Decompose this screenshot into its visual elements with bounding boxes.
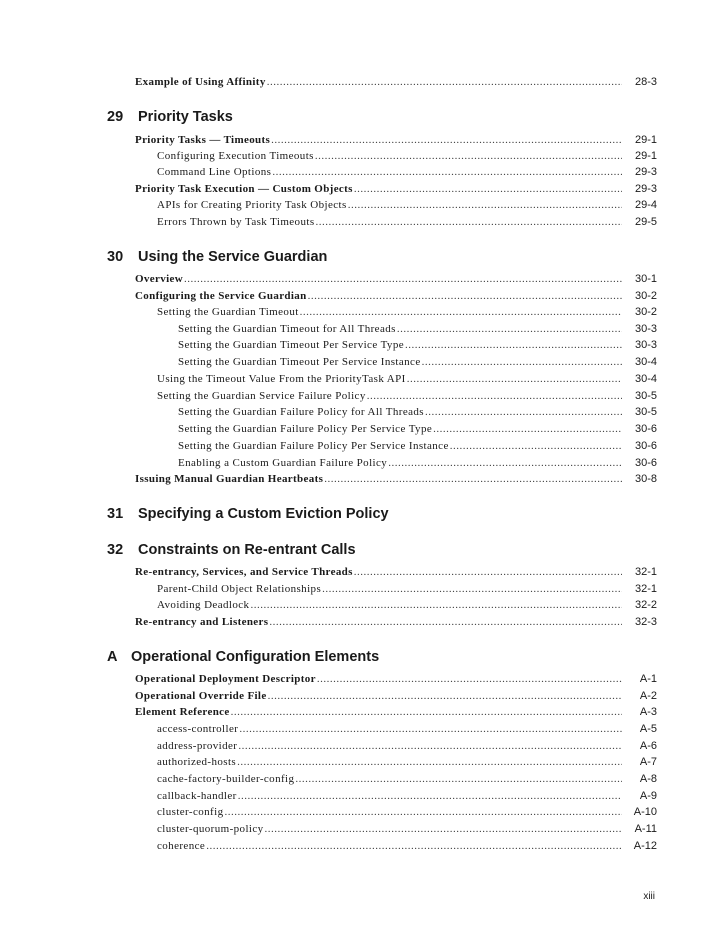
toc-page-number: 29-3 bbox=[634, 166, 657, 178]
dot-leader bbox=[405, 338, 622, 352]
toc-entry-l3[interactable] bbox=[178, 355, 622, 369]
toc-entry-title: Operational Deployment Descriptor bbox=[135, 673, 316, 685]
toc-entry-l2[interactable] bbox=[157, 722, 622, 736]
dot-leader bbox=[354, 565, 622, 579]
dot-leader bbox=[300, 305, 622, 319]
toc-entry-l1[interactable] bbox=[135, 615, 622, 629]
toc-page-number: 30-6 bbox=[634, 457, 657, 469]
toc-page-number: 30-4 bbox=[634, 373, 657, 385]
toc-entry-title: Element Reference bbox=[135, 706, 230, 718]
toc-entry-l2[interactable] bbox=[157, 389, 622, 403]
toc-page-number: A-9 bbox=[639, 790, 657, 802]
chapter-heading-32[interactable] bbox=[107, 541, 356, 559]
toc-entry-l1[interactable] bbox=[135, 472, 622, 486]
toc-page-number: 28-3 bbox=[634, 76, 657, 88]
toc-page-number: 32-1 bbox=[634, 566, 657, 578]
toc-entry-title: Overview bbox=[135, 273, 184, 285]
dot-leader bbox=[271, 133, 622, 147]
toc-entry-title: Avoiding Deadlock bbox=[157, 599, 250, 611]
dot-leader bbox=[295, 772, 622, 786]
toc-entry-l2[interactable] bbox=[157, 805, 622, 819]
dot-leader bbox=[397, 322, 622, 336]
toc-entry-title: Setting the Guardian Timeout for All Threads bbox=[178, 323, 396, 335]
toc-entry-l2[interactable] bbox=[157, 822, 622, 836]
toc-entry-l3[interactable] bbox=[178, 405, 622, 419]
toc-entry-title: Issuing Manual Guardian Heartbeats bbox=[135, 473, 324, 485]
toc-entry-l3[interactable] bbox=[178, 338, 622, 352]
toc-page-number: A-2 bbox=[639, 690, 657, 702]
toc-page-number: A-8 bbox=[639, 773, 657, 785]
toc-page-number: 29-3 bbox=[634, 183, 657, 195]
toc-page-number: 29-1 bbox=[634, 150, 657, 162]
dot-leader bbox=[206, 839, 622, 853]
toc-entry-title: Errors Thrown by Task Timeouts bbox=[157, 216, 315, 228]
chapter-heading-31[interactable] bbox=[107, 505, 389, 523]
toc-entry-title: APIs for Creating Priority Task Objects bbox=[157, 199, 347, 211]
toc-entry-title: Re-entrancy, Services, and Service Threads bbox=[135, 566, 353, 578]
chapter-number: 32 bbox=[107, 542, 124, 558]
dot-leader bbox=[224, 805, 622, 819]
toc-page-number: A-3 bbox=[639, 706, 657, 718]
chapter-number: A bbox=[107, 649, 118, 665]
dot-leader bbox=[407, 372, 622, 386]
toc-entry-l2[interactable] bbox=[157, 198, 622, 212]
toc-entry-title: access-controller bbox=[157, 723, 239, 735]
toc-page-number: 32-2 bbox=[634, 599, 657, 611]
toc-entry-title: Setting the Guardian Timeout bbox=[157, 306, 299, 318]
dot-leader bbox=[268, 689, 622, 703]
toc-entry-title: callback-handler bbox=[157, 790, 237, 802]
toc-entry-l1[interactable] bbox=[135, 289, 622, 303]
toc-entry-l3[interactable] bbox=[178, 322, 622, 336]
dot-leader bbox=[317, 672, 622, 686]
toc-page-number: 30-1 bbox=[634, 273, 657, 285]
toc-entry-l2[interactable] bbox=[157, 582, 622, 596]
toc-entry-title: Priority Task Execution — Custom Objects bbox=[135, 183, 353, 195]
toc-entry-l2[interactable] bbox=[157, 215, 622, 229]
toc-entry-title: cluster-quorum-policy bbox=[157, 823, 264, 835]
toc-page-number: 30-5 bbox=[634, 390, 657, 402]
toc-entry-l2[interactable] bbox=[157, 839, 622, 853]
toc-entry-l1[interactable] bbox=[135, 672, 622, 686]
toc-page-number: 30-2 bbox=[634, 290, 657, 302]
toc-entry-l1[interactable] bbox=[135, 75, 622, 89]
dot-leader bbox=[422, 355, 622, 369]
toc-page-number: 29-4 bbox=[634, 199, 657, 211]
toc-entry-title: Configuring Execution Timeouts bbox=[157, 150, 314, 162]
dot-leader bbox=[238, 789, 622, 803]
toc-page-number: 32-1 bbox=[634, 583, 657, 595]
toc-entry-l1[interactable] bbox=[135, 705, 622, 719]
dot-leader bbox=[308, 289, 622, 303]
toc-entry-l3[interactable] bbox=[178, 456, 622, 470]
toc-page-number: A-11 bbox=[634, 823, 657, 835]
toc-entry-l1[interactable] bbox=[135, 133, 622, 147]
toc-entry-title: cache-factory-builder-config bbox=[157, 773, 295, 785]
toc-entry-l2[interactable] bbox=[157, 149, 622, 163]
toc-entry-title: Parent-Child Object Relationships bbox=[157, 583, 322, 595]
toc-page-number: A-5 bbox=[639, 723, 657, 735]
dot-leader bbox=[231, 705, 622, 719]
chapter-title: Operational Configuration Elements bbox=[131, 649, 380, 665]
toc-page-number: 30-6 bbox=[634, 423, 657, 435]
toc-entry-title: authorized-hosts bbox=[157, 756, 237, 768]
toc-page-number: 30-8 bbox=[634, 473, 657, 485]
toc-entry-l2[interactable] bbox=[157, 598, 622, 612]
dot-leader bbox=[433, 422, 622, 436]
dot-leader bbox=[237, 755, 622, 769]
toc-page-number: 30-5 bbox=[634, 406, 657, 418]
chapter-title: Specifying a Custom Eviction Policy bbox=[138, 506, 389, 522]
dot-leader bbox=[450, 439, 622, 453]
chapter-heading-30[interactable] bbox=[107, 248, 327, 266]
toc-entry-l1[interactable] bbox=[135, 182, 622, 196]
chapter-title: Priority Tasks bbox=[138, 109, 233, 125]
dot-leader bbox=[269, 615, 622, 629]
chapter-title: Constraints on Re-entrant Calls bbox=[138, 542, 356, 558]
toc-entry-title: cluster-config bbox=[157, 806, 224, 818]
toc-entry-title: Operational Override File bbox=[135, 690, 267, 702]
chapter-number: 29 bbox=[107, 109, 124, 125]
toc-entry-l3[interactable] bbox=[178, 422, 622, 436]
toc-entry-title: Setting the Guardian Timeout Per Service Type bbox=[178, 339, 405, 351]
toc-entry-l2[interactable] bbox=[157, 789, 622, 803]
toc-page-number: 30-6 bbox=[634, 440, 657, 452]
toc-entry-title: coherence bbox=[157, 840, 206, 852]
dot-leader bbox=[265, 822, 622, 836]
dot-leader bbox=[425, 405, 622, 419]
chapter-number: 31 bbox=[107, 506, 124, 522]
toc-page-number: 30-4 bbox=[634, 356, 657, 368]
toc-page-number: 30-3 bbox=[634, 323, 657, 335]
toc-entry-title: Setting the Guardian Service Failure Policy bbox=[157, 390, 366, 402]
toc-page-number: A-6 bbox=[639, 740, 657, 752]
dot-leader bbox=[388, 456, 622, 470]
page-folio: xiii bbox=[643, 891, 655, 902]
dot-leader bbox=[184, 272, 622, 286]
dot-leader bbox=[354, 182, 622, 196]
toc-entry-l2[interactable] bbox=[157, 305, 622, 319]
toc-entry-title: Setting the Guardian Failure Policy Per Service Instance bbox=[178, 440, 449, 452]
toc-entry-title: Setting the Guardian Timeout Per Service Instance bbox=[178, 356, 421, 368]
toc-entry-l2[interactable] bbox=[157, 165, 622, 179]
toc-entry-l1[interactable] bbox=[135, 272, 622, 286]
toc-entry-l2[interactable] bbox=[157, 755, 622, 769]
dot-leader bbox=[250, 598, 622, 612]
dot-leader bbox=[322, 582, 622, 596]
toc-page-number: 29-1 bbox=[634, 134, 657, 146]
toc-entry-l2[interactable] bbox=[157, 372, 622, 386]
dot-leader bbox=[239, 722, 622, 736]
toc-entry-l3[interactable] bbox=[178, 439, 622, 453]
toc-entry-title: Re-entrancy and Listeners bbox=[135, 616, 269, 628]
toc-entry-l1[interactable] bbox=[135, 565, 622, 579]
toc-page-number: 29-5 bbox=[634, 216, 657, 228]
toc-page-number: A-1 bbox=[639, 673, 657, 685]
toc-entry-l2[interactable] bbox=[157, 772, 622, 786]
dot-leader bbox=[315, 149, 622, 163]
toc-entry-l2[interactable] bbox=[157, 739, 622, 753]
dot-leader bbox=[272, 165, 622, 179]
chapter-title: Using the Service Guardian bbox=[138, 249, 328, 265]
toc-entry-title: Enabling a Custom Guardian Failure Policy bbox=[178, 457, 388, 469]
toc-entry-title: Configuring the Service Guardian bbox=[135, 290, 307, 302]
dot-leader bbox=[324, 472, 622, 486]
toc-entry-title: Using the Timeout Value From the PriorityTask API bbox=[157, 373, 406, 385]
toc-entry-title: Priority Tasks — Timeouts bbox=[135, 134, 271, 146]
dot-leader bbox=[367, 389, 622, 403]
dot-leader bbox=[267, 75, 622, 89]
toc-entry-title: Setting the Guardian Failure Policy for All Threads bbox=[178, 406, 424, 418]
toc-entry-title: Setting the Guardian Failure Policy Per Service Type bbox=[178, 423, 433, 435]
dot-leader bbox=[316, 215, 623, 229]
toc-page-number: 32-3 bbox=[634, 616, 657, 628]
toc-page-number: 30-2 bbox=[634, 306, 657, 318]
toc-entry-title: Example of Using Affinity bbox=[135, 76, 266, 88]
toc-page-number: A-10 bbox=[633, 806, 657, 818]
toc-entry-title: address-provider bbox=[157, 740, 238, 752]
toc-page-number: A-7 bbox=[639, 756, 657, 768]
dot-leader bbox=[348, 198, 622, 212]
chapter-number: 30 bbox=[107, 249, 124, 265]
toc-page-number: 30-3 bbox=[634, 339, 657, 351]
toc-page-number: A-12 bbox=[633, 840, 657, 852]
appendix-heading-a[interactable] bbox=[107, 648, 379, 666]
toc-entry-l1[interactable] bbox=[135, 689, 622, 703]
dot-leader bbox=[238, 739, 622, 753]
toc-entry-title: Command Line Options bbox=[157, 166, 272, 178]
chapter-heading-29[interactable] bbox=[107, 108, 233, 126]
